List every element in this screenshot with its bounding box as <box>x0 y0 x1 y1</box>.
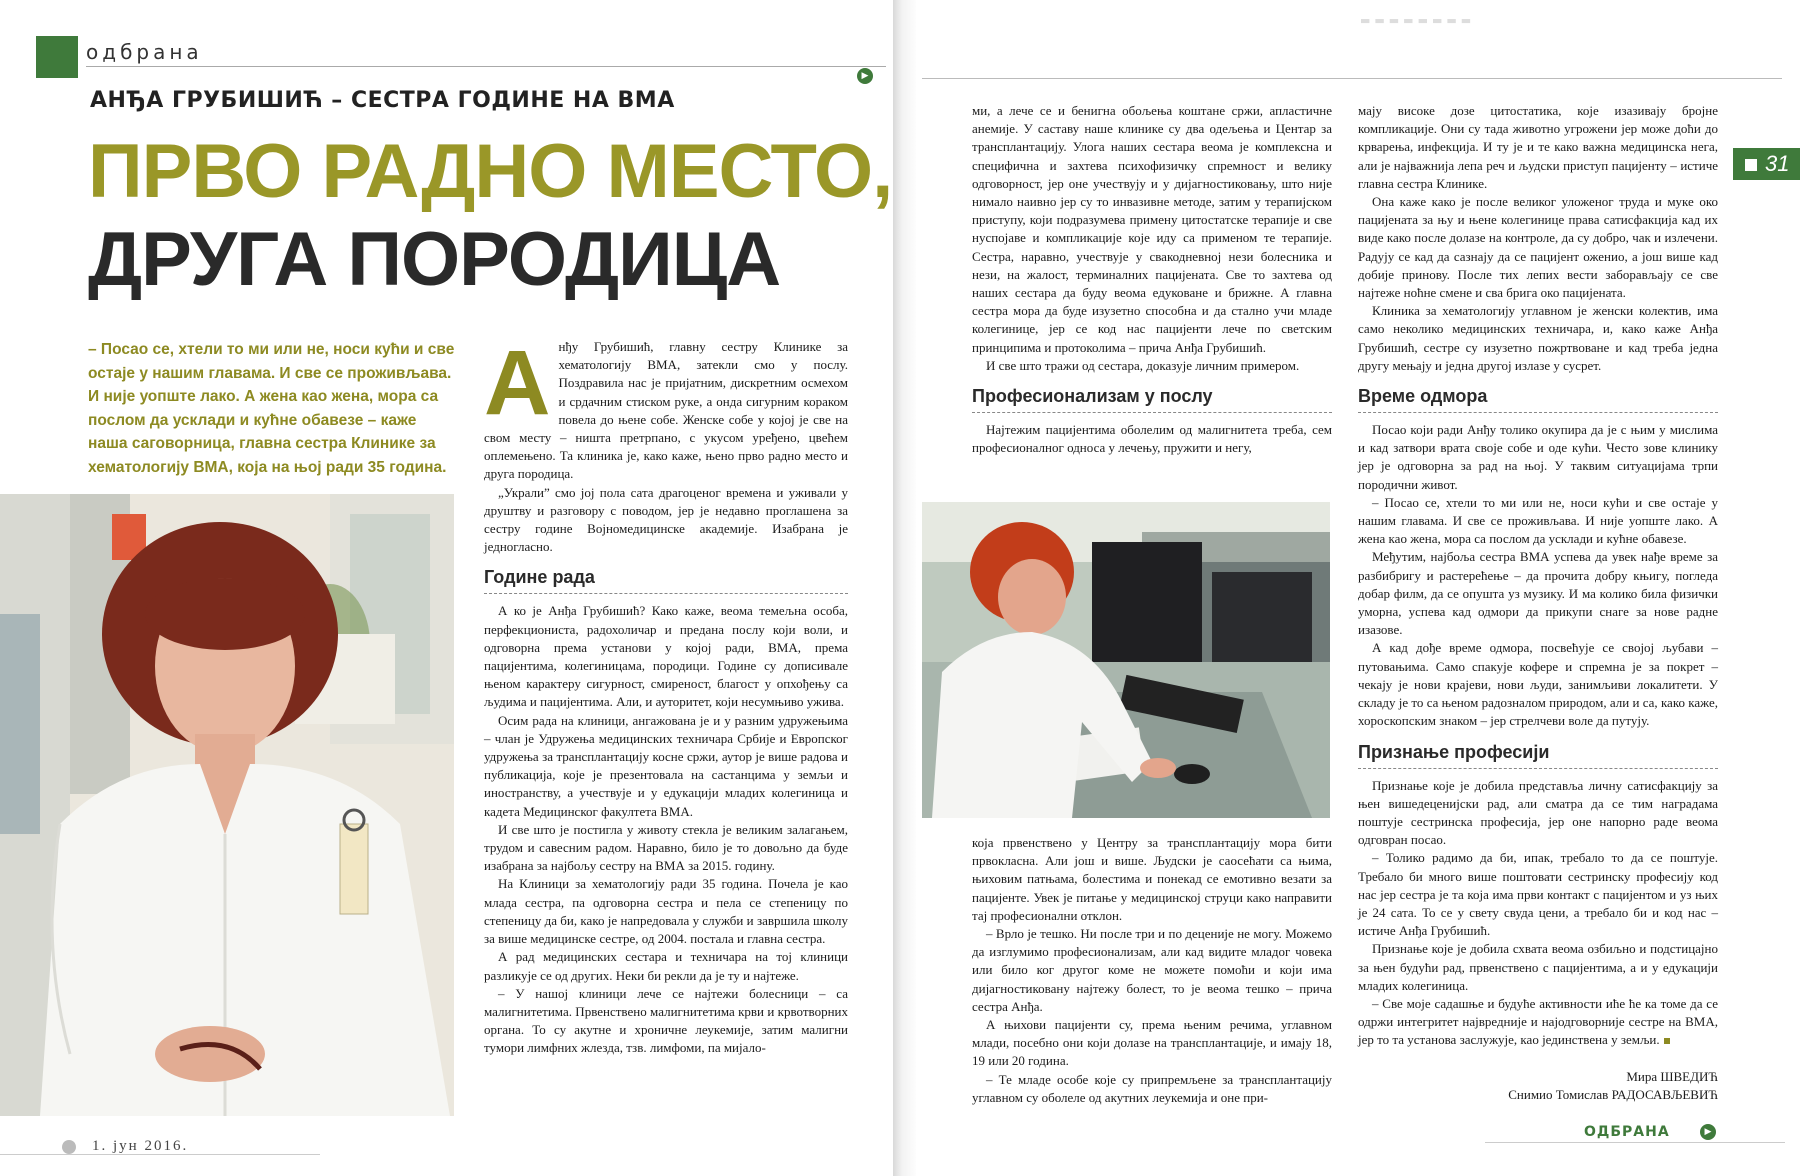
top-rule <box>86 66 886 67</box>
portrait-illustration <box>0 494 454 1116</box>
paragraph: Анђу Грубишић, главну сестру Клинике за хематологију ВМА, затекли смо у послу. Поздравила нас је пријатним, дискретним осмехом и срдачним стиском руке, а онда сигурним кораком повела до њене собе. Женске собе у којој је све на свом месту – ништа претрпано, с укусом уређено, цвећем оплемењено. Та клиника је, како каже, њено прво радно место и друга породица. <box>484 332 848 482</box>
paragraph: ми, а лече се и бенигна обољења коштане сржи, апластичне анемије. У саставу наше клинике су два одељења и Центар за трансплантацију. Улога наших сестара веома је комплексна и специфична и захтева психофизичку спремност и велику одговорност, јер оне учествују и у дијагностиковању, што није нимало наивно јер су то инвазивне методе, затим у терапијском приступу, који подразумева примену цитостатске терапије и све нуспојаве и компликације које иду са применом те терапије. Сестра, наравно, учествује у свакодневној нези болесника и нези, на жалост, терминалних пацијената. Све то захтева од наших сестара да буду веома едуковане и брижне. А главна сестра мора да буде изузетно способна и да стално учи младе колегинице, јер се код нас пацијенти лече по светским принципима и протоколима – прича Анђа Грубишић. <box>972 103 1332 355</box>
paragraph: – Те младе особе које су припремљене за трансплантацију углавном су оболеле од акутних леукемија и оне при- <box>972 1071 1332 1105</box>
page-number-tab: 31 <box>1733 148 1800 180</box>
headline-line-1: ПРВО РАДНО МЕСТО, <box>88 129 893 214</box>
paragraph: – Посао се, хтели то ми или не, носи кући и све остаје у нашим главама. И све се проживљава. И није уопште лако. А жена као жена, мора са послом да усклади и кућне обавезе. <box>1358 494 1718 547</box>
paragraph: Признање које је добила схвата веома озбиљно и подстицајно за њен будући рад, првенствено с пацијентима, а и у едукацији младих колегиница. <box>1358 941 1718 993</box>
article-lead: – Посао се, хтели то ми или не, носи кући и све остаје у нашим главама. И све се проживљава. И није уопште лако. А жена као жена, мора са послом да усклади и кућне обавезе – каже наша саговорница, главна сестра Клинике за хематологију ВМА, која на њој ради 35 година. <box>88 341 455 476</box>
paragraph: „Украли” смо јој пола сата драгоценог времена и уживали у друштву и разговору с поводом, јер је недавно проглашена за сестру године Војномедицинске академије. Изабрана је једногласно. <box>484 484 848 555</box>
subheading: Признање професији <box>1358 741 1718 769</box>
article-headline <box>88 128 892 304</box>
text-column-3 <box>1358 102 1718 1104</box>
footer-rule-right <box>1485 1142 1785 1143</box>
paragraph: – У нашој клиници лече се најтежи болесници – са малигнитетима. Првенствено малигнитетима крви и крвотворних органа. То су акутне и хроничне леукемије, затим малигни тумори лимфних жлезда, тзв. лимфоми, па мијало- <box>484 985 848 1056</box>
play-arrow-icon: ▶ <box>1700 1124 1716 1140</box>
paragraph: А њихови пацијенти су, према њеним речима, углавном млади, посебно они који долазе на трансплантације, и имају 18, 19 или 20 година. <box>972 1017 1332 1069</box>
portrait-photo <box>0 494 454 1116</box>
paragraph: Најтежим пацијентима оболелим од малигнитета треба, сем професионалног односа у лечењу, пружити и негу, <box>972 422 1332 456</box>
byline <box>1358 1068 1718 1104</box>
paragraph: – Врло је тешко. Ни после три и по деценије не могу. Можемо да изглумимо професионализам, али кад видите младог човека или било ког другог коме не можете помоћи и који има дијагностиковану најтежу болест, то је веома тешко – прича сестра Анђа. <box>972 926 1332 1014</box>
paragraph: Осим рада на клиници, ангажована је и у разним удружењима – члан је Удружења медицинских техничара Србије и Европског удружења за трансплантацију косне сржи, аутор је више радова и публикација, које је презентовала на састанцима у земљи и иностранству, а учествује и у едукацији младих колегиница и кадета Медицинског факултета ВМА. <box>484 712 848 819</box>
drop-cap: А <box>484 332 551 434</box>
paragraph: Она каже како је после великог уложеног труда и муке око пацијената за њу и њене колегинице права сатисфакција кад их виде како после долазе на контроле, да су добро, чак и излечени. Радују се кад да сазнају да се пацијент оженио, а још више кад добије принову. После тих лепих вести заборављају се све најтеже ноћне смене и сва брига око пацијената. <box>1358 194 1718 301</box>
paragraph: Клиника за хематологију углавном је женски колектив, има само неколико медицинских техничара, и, како каже Анђа Грубишић, сестре су изузетно пожртвоване и кад треба једна другу мењају и једна другој излазе у сусрет. <box>1358 303 1718 373</box>
text-column-1 <box>484 332 848 1058</box>
headline-line-2: ДРУГА ПОРОДИЦА <box>88 217 781 302</box>
magazine-name: ОДБРАНА <box>1584 1124 1670 1140</box>
footer-rule <box>0 1154 320 1155</box>
paragraph: Међутим, најбоља сестра ВМА успева да увек нађе време за разбибригу и растерећење – да прочита добру књигу, погледа добар филм, да се опушта уз музику. И ма колико била физички уморна, успева кад одмори да прикупи снаге за нове радне изазове. <box>1358 549 1718 638</box>
workstation-photo <box>922 502 1330 818</box>
paragraph: – Све моје садашње и будуће активности иће ће ка томе да се одржи интегритет највредније и најодговорније сестре на ВМА, јер то та установа заслужује, као јединствена у земљи. <box>1358 995 1718 1048</box>
issue-date: 1. јун 2016. <box>92 1138 189 1154</box>
text-column-2 <box>972 102 1332 457</box>
paragraph: И све што је постигла у животу стекла је великим залагањем, трудом и савесним радом. Наравно, било је то довољно да буде изабрана за најбољу сестру на ВМА за 2015. годину. <box>484 821 848 874</box>
text-column-2-bottom <box>972 834 1332 1107</box>
top-rule-right <box>922 78 1782 79</box>
paragraph: И све што тражи од сестара, доказује личним примером. <box>986 357 1300 373</box>
square-icon <box>1745 159 1757 171</box>
paragraph: која првенствено у Центру за трансплантацију мора бити првокласна. Али још и више. Људски је саосећати са њима, њиховим патњама, болестима и понекад се емотивно везати за пацијенте. Увек је питање у медицинској струци како направити тај професионални отклон. <box>972 835 1332 923</box>
paragraph: А ко је Анђа Грубишић? Како каже, веома темељна особа, перфекциониста, радохоличар и предана послу који воли, и одговорна према установи у којој ради, ВМА, према пацијентима, колегиницама, породици. Године су дописивале њеном карактеру сигурност, смиреност, благост у опхођењу са људима и пацијентима. Али, и ауторитет, који несумњиво ужива. <box>484 603 848 710</box>
paragraph: – Толико радимо да би, ипак, требало то да се поштује. Требало би много више поштовати сестринску професију код нас јер сестра је та која има први контакт с пацијентом и уз њих је 24 сата. То се у свету свуда цени, а требало би и код нас – истиче Анђа Грубишић. <box>1358 850 1718 939</box>
end-mark-icon <box>1664 1038 1670 1044</box>
paragraph: На Клиници за хематологију ради 35 година. Почела је као млада сестра, па одговорна сестра и пела се степеницу по степеницу да би, како је напредовала у служби и завршила школу за више медицинске сестре, од 2004. постала и главна сестра. <box>484 876 848 947</box>
subheading: Професионализам у послу <box>972 385 1332 413</box>
photographer-credit: Снимио Томислав РАДОСАВЉЕВИЋ <box>1508 1086 1718 1102</box>
faint-header-text: ▬▬▬▬▬▬▬▬ <box>1360 14 1476 27</box>
workstation-illustration <box>922 502 1330 818</box>
section-marker <box>36 36 78 78</box>
subheading: Године рада <box>484 566 848 594</box>
page-gutter <box>893 0 916 1176</box>
subheading: Време одмора <box>1358 385 1718 413</box>
paragraph: А кад дође време одмора, посвећује се својој љубави – путовањима. Само спакује кофере и спремна је за покрет – чекају је нови крајеви, нови људи, занимљиви локалитети. У складу је то са њеном радозналом природом, али и са, како каже, хороскопским знаком – јер стрелчеви воле да путују. <box>1358 640 1718 729</box>
paragraph: Признање које је добила представља личну сатисфакцију за њен вишедеценијски рад, али сматра да се тим наградама поштује сестринска професија, јер оне напорно раде веома одговран посао. <box>1358 777 1718 848</box>
author: Мира ШВЕДИЋ <box>1626 1068 1718 1084</box>
section-label: одбрана <box>86 40 203 64</box>
play-arrow-icon: ▶ <box>857 68 873 84</box>
paragraph: мају високе дозе цитостатика, које изазивају бројне компликације. Они су тада животно угрожени јер може доћи до крварења, инфекција. И ту је и те како важна медицинска нега, али је најважнија лепа реч и људски приступ пацијенту – истиче главна сестра Клинике. <box>1358 103 1718 191</box>
paragraph: Посао који ради Анђу толико окупира да је с њим у мислима и кад затвори врата своје собе и оде кући. Често зове клинику јер је одговорна за рад на њој. У таквим ситуацијама трпи породични живот. <box>1358 422 1718 492</box>
paragraph: А рад медицинских сестара и техничара на тој клиници разликује се од других. Неки би рекли да је ту и најтеже. <box>484 949 848 983</box>
article-kicker: АНЂА ГРУБИШИЋ – СЕСТРА ГОДИНЕ НА ВМА <box>90 88 675 113</box>
footer-circle-icon <box>62 1140 76 1154</box>
